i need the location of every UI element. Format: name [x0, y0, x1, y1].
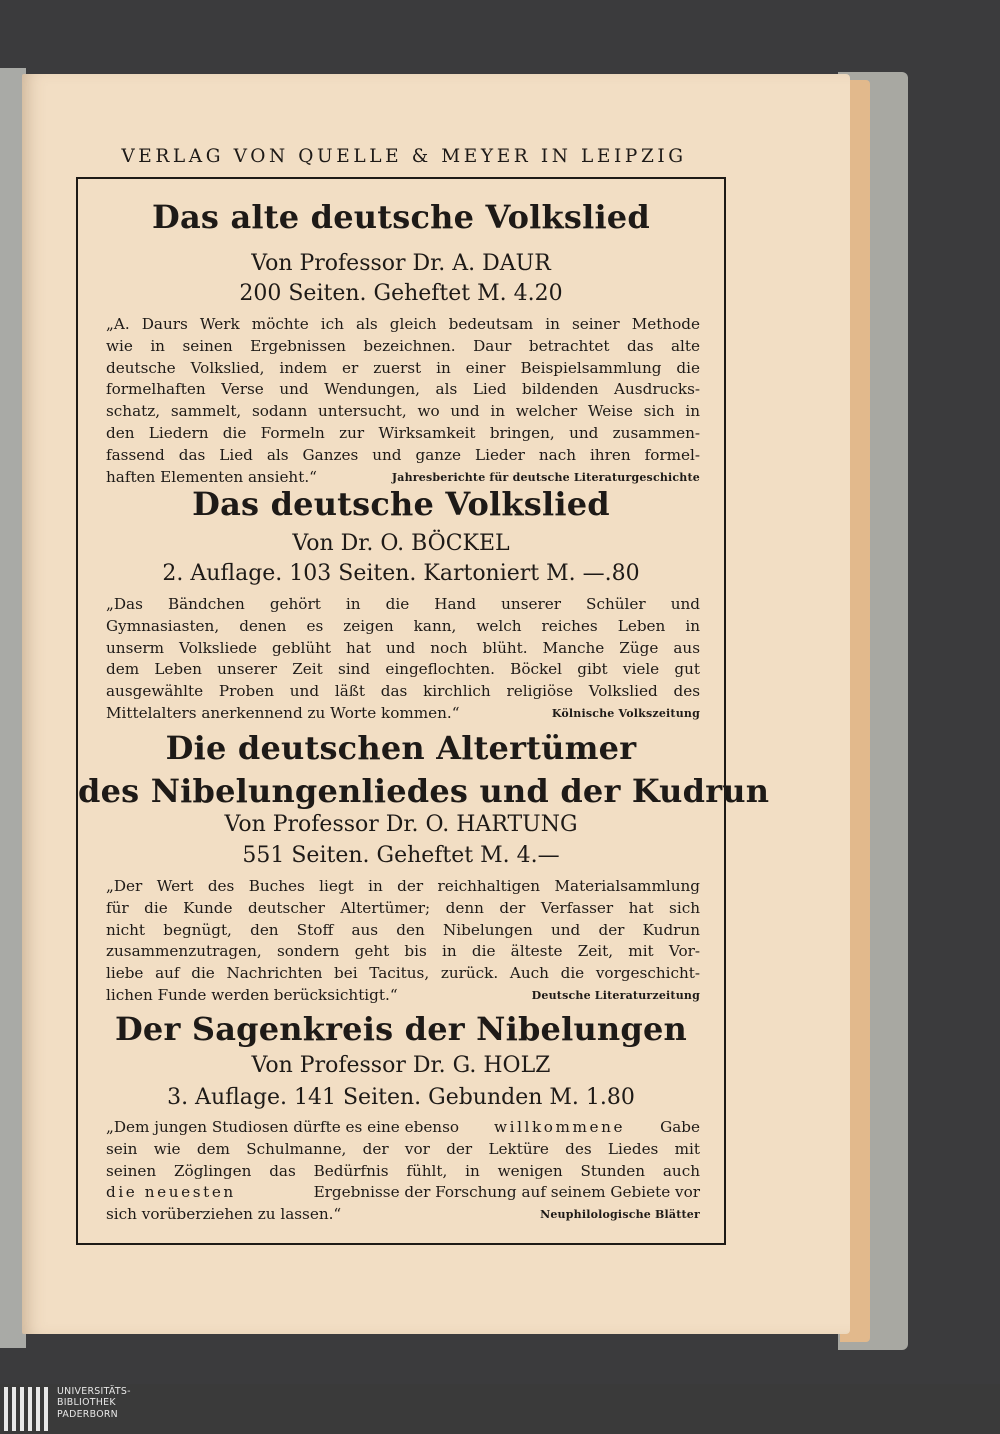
entry-details: 2. Auflage. 103 Seiten. Kartoniert M. —.80	[162, 561, 640, 586]
running-head: VERLAG VON QUELLE & MEYER IN LEIPZIG	[121, 146, 687, 167]
library-logo-text	[57, 1386, 257, 1420]
quote-text: Ergebnisse der Forschung auf seinem Gebiete vor	[313, 1183, 700, 1202]
quote-line: „Das Bändchen gehört in die Hand unserer Schüler und	[106, 595, 700, 613]
quote-text: „Dem jungen Studiosen dürfte es eine ebenso	[106, 1118, 460, 1136]
quote-line: fassend das Lied als Ganzes und ganze Lieder nach ihren formel-	[106, 445, 700, 464]
quote-line: zusammenzutragen, sondern geht bis in die älteste Zeit, mit Vor-	[106, 942, 700, 961]
quote-source: Jahresberichte für deutsche Literaturgeschichte	[391, 470, 700, 484]
quote-last-line	[106, 1204, 700, 1226]
quote-line: nicht begnügt, den Stoff aus den Nibelungen und der Kudrun	[106, 920, 700, 939]
entry-quote	[106, 314, 700, 488]
quote-line: schatz, sammelt, sodann untersucht, wo und in welcher Weise sich in	[106, 402, 700, 421]
quote-text-spaced: die neuesten	[106, 1183, 236, 1202]
logo-line: BIBLIOTHEK	[57, 1397, 116, 1409]
quote-line: lichen Funde werden berücksichtigt.“	[106, 985, 398, 1004]
quote-line	[106, 1182, 700, 1204]
quote-last-line	[106, 985, 700, 1007]
quote-text: Gabe	[660, 1118, 700, 1136]
entry-quote	[106, 594, 700, 725]
entry-quote	[106, 1117, 700, 1226]
quote-line: „A. Daurs Werk möchte ich als gleich bedeutsam in seiner Methode	[106, 315, 700, 333]
quote-line: „Der Wert des Buches liegt in der reichhaltigen Materialsammlung	[106, 877, 700, 895]
quote-line: sich vorüberziehen zu lassen.“	[106, 1205, 342, 1224]
entry-author: Von Professor Dr. A. DAUR	[251, 251, 551, 276]
entry-details: 200 Seiten. Geheftet M. 4.20	[239, 281, 563, 306]
quote-line: haften Elementen ansieht.“	[106, 467, 317, 486]
logo-line: PADERBORN	[57, 1408, 118, 1420]
entry-title-line2: des Nibelungenliedes und der Kudrun	[78, 772, 770, 810]
entry-author: Von Professor Dr. O. HARTUNG	[224, 812, 578, 837]
quote-line: deutsche Volkslied, indem er zuerst in einer Beispielsammlung die	[106, 358, 700, 377]
quote-source: Neuphilologische Blätter	[540, 1208, 700, 1222]
entry-title: Das alte deutsche Volkslied	[152, 198, 650, 236]
quote-source: Kölnische Volkszeitung	[551, 706, 700, 720]
quote-text-spaced: willkommene	[494, 1118, 626, 1136]
quote-line: Gymnasiasten, denen es zeigen kann, welch reiches Leben in	[106, 616, 700, 635]
quote-line: liebe auf die Nachrichten bei Tacitus, zurück. Auch die vorgeschicht-	[106, 964, 700, 983]
quote-line: ausgewählte Proben und läßt das kirchlich religiöse Volkslied des	[106, 682, 700, 701]
entry-title: Der Sagenkreis der Nibelungen	[114, 1010, 688, 1048]
entry-title: Das deutsche Volkslied	[192, 485, 610, 523]
quote-line: seinen Zöglingen das Bedürfnis fühlt, in wenigen Stunden auch	[106, 1161, 700, 1180]
entry-author: Von Dr. O. BÖCKEL	[292, 531, 510, 556]
entry-details: 3. Auflage. 141 Seiten. Gebunden M. 1.80	[167, 1085, 635, 1110]
quote-line: unserm Volksliede geblüht hat und noch blüht. Manche Züge aus	[106, 638, 700, 657]
entry-title: Die deutschen Altertümer	[165, 729, 637, 767]
library-logo-icon	[4, 1387, 52, 1431]
quote-line: wie in seinen Ergebnissen bezeichnen. Daur betrachtet das alte	[106, 336, 700, 355]
quote-line: dem Leben unserer Zeit sind eingeflochten. Böckel gibt viele gut	[106, 660, 700, 679]
entry-author: Von Professor Dr. G. HOLZ	[251, 1053, 551, 1078]
quote-line: formelhaften Verse und Wendungen, als Lied bildenden Ausdrucks-	[106, 380, 700, 399]
quote-line: Mittelalters anerkennend zu Worte kommen.“	[106, 703, 460, 722]
quote-line: für die Kunde deutscher Altertümer; denn der Verfasser hat sich	[106, 898, 700, 917]
entry-details: 551 Seiten. Geheftet M. 4.—	[242, 843, 560, 868]
quote-line	[106, 1117, 700, 1139]
logo-line: UNIVERSITÄTS-	[57, 1386, 131, 1397]
quote-line: den Liedern die Formeln zur Wirksamkeit bringen, und zusammen-	[106, 423, 700, 442]
entry-quote	[106, 876, 700, 1007]
advertisement-frame	[76, 177, 770, 1245]
quote-source: Deutsche Literaturzeitung	[531, 988, 700, 1002]
quote-line: sein wie dem Schulmanne, der vor der Lektüre des Liedes mit	[106, 1139, 700, 1158]
quote-last-line	[106, 703, 700, 725]
